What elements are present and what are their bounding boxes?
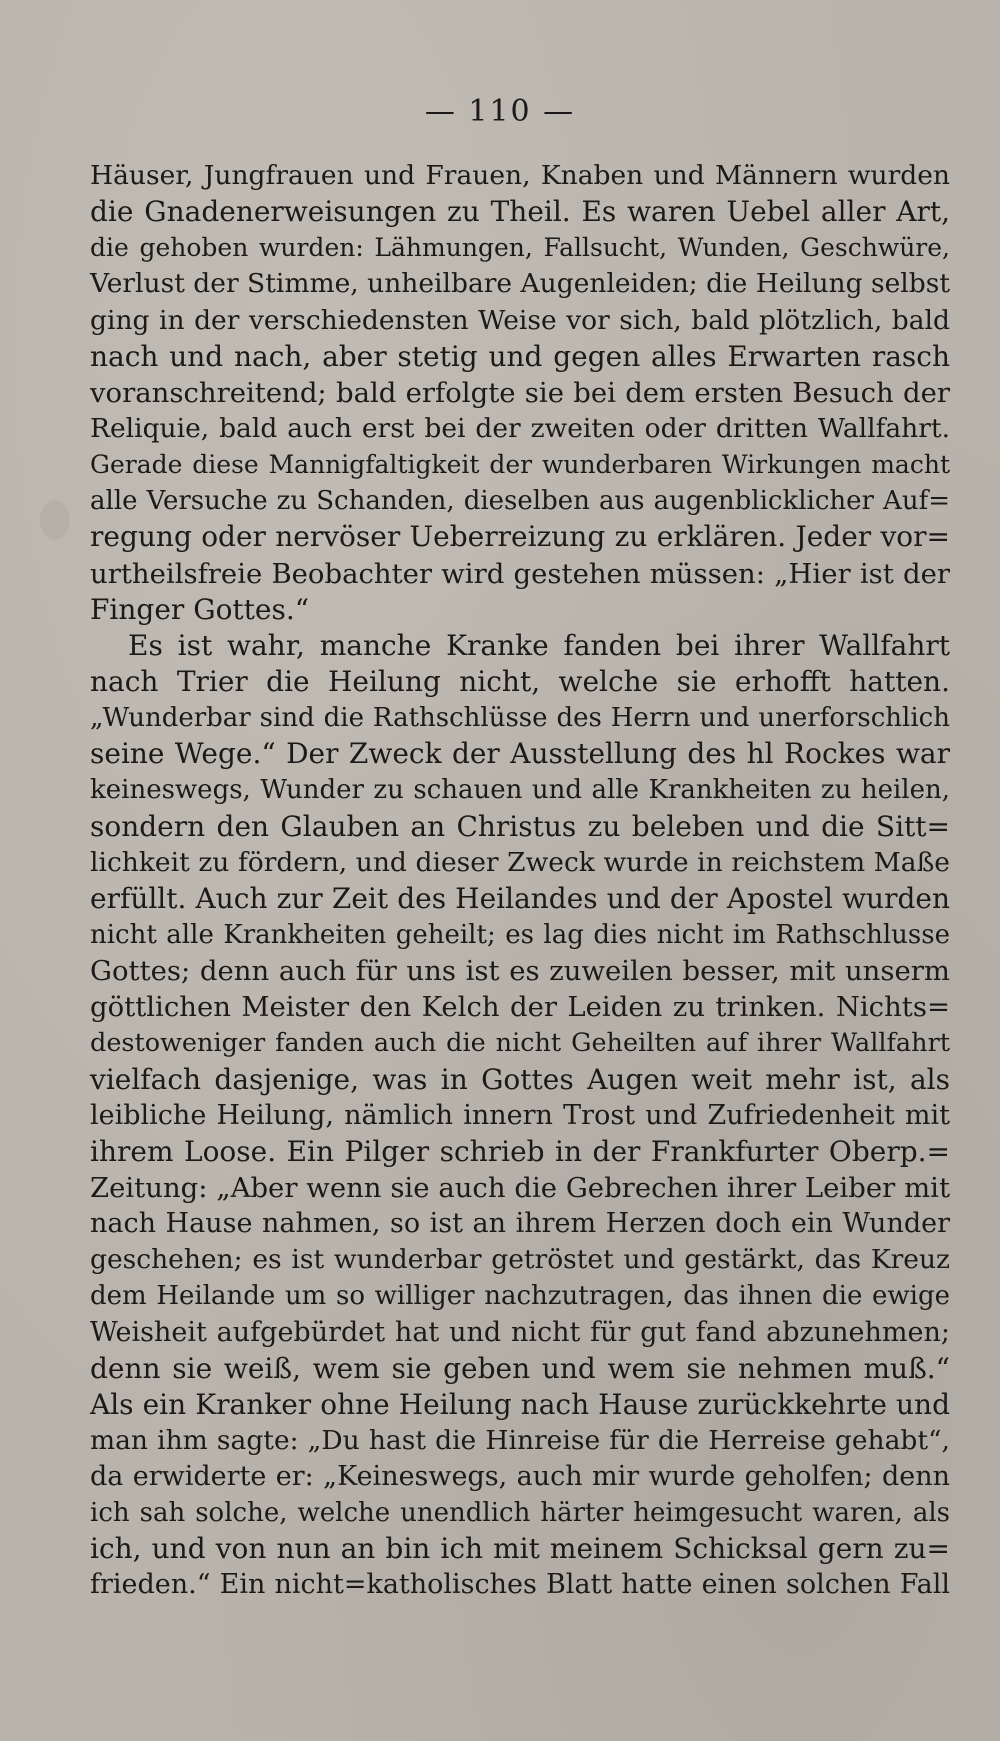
text-line: Zeitung: „Aber wenn sie auch die Gebrechen ihrer Leiber mit bbox=[90, 1171, 950, 1204]
text-line: keineswegs, Wunder zu schauen und alle Krankheiten zu heilen, bbox=[90, 775, 950, 806]
text-line: ich, und von nun an bin ich mit meinem Schicksal gern zu= bbox=[90, 1532, 950, 1566]
text-line: nicht alle Krankheiten geheilt; es lag dies nicht im Rathschlusse bbox=[90, 919, 950, 950]
text-line: Reliquie, bald auch erst bei der zweiten oder dritten Wallfahrt. bbox=[90, 412, 950, 444]
text-line: alle Versuche zu Schanden, dieselben aus augenblicklicher Auf= bbox=[90, 486, 950, 517]
text-line: Gottes; denn auch für uns ist es zuweilen besser, mit unserm bbox=[90, 955, 950, 988]
text-line: man ihm sagte: „Du hast die Hinreise für die Herreise gehabt“, bbox=[90, 1424, 950, 1456]
text-line: voranschreitend; bald erfolgte sie bei dem ersten Besuch der bbox=[90, 376, 950, 409]
text-line: destoweniger fanden auch die nicht Geheilten auf ihrer Wallfahrt bbox=[90, 1028, 950, 1059]
text-line: Gerade diese Mannigfaltigkeit der wunderbaren Wirkungen macht bbox=[90, 450, 950, 480]
text-line: leibliche Heilung, nämlich innern Trost und Zufriedenheit mit bbox=[90, 1099, 950, 1131]
text-line: dem Heilande um so williger nachzutragen, das ihnen die ewige bbox=[90, 1281, 950, 1312]
body-text bbox=[90, 158, 950, 1604]
text-line: die Gnadenerweisungen zu Theil. Es waren Uebel aller Art, bbox=[90, 195, 950, 229]
text-line: ihrem Loose. Ein Pilger schrieb in der Frankfurter Oberp.= bbox=[90, 1134, 950, 1168]
page-number: — 110 — bbox=[424, 94, 576, 129]
text-line: Häuser, Jungfrauen und Frauen, Knaben und Männern wurden bbox=[90, 160, 950, 191]
text-line: Als ein Kranker ohne Heilung nach Hause zurückkehrte und bbox=[90, 1387, 950, 1421]
text-line: seine Wege.“ Der Zweck der Ausstellung des hl Rockes war bbox=[90, 737, 950, 771]
text-line: göttlichen Meister den Kelch der Leiden zu trinken. Nichts= bbox=[90, 991, 950, 1024]
text-line: die gehoben wurden: Lähmungen, Fallsucht, Wunden, Geschwüre, bbox=[90, 233, 950, 263]
text-line: regung oder nervöser Ueberreizung zu erklären. Jeder vor= bbox=[90, 520, 950, 554]
text-line: da erwiderte er: „Keineswegs, auch mir wurde geholfen; denn bbox=[90, 1461, 950, 1493]
text-line: nach Hause nahmen, so ist an ihrem Herzen doch ein Wunder bbox=[90, 1208, 950, 1240]
text-line: ich sah solche, welche unendlich härter heimgesucht waren, als bbox=[90, 1498, 950, 1529]
text-line: ging in der verschiedensten Weise vor sich, bald plötzlich, bald bbox=[90, 304, 950, 336]
text-line: „Wunderbar sind die Rathschlüsse des Herrn und unerforschlich bbox=[90, 703, 950, 734]
text-line: urtheilsfreie Beobachter wird gestehen müssen: „Hier ist der bbox=[90, 557, 950, 590]
text-line: Es ist wahr, manche Kranke fanden bei ihrer Wallfahrt bbox=[128, 628, 950, 662]
text-line: sondern den Glauben an Christus zu beleben und die Sitt= bbox=[90, 809, 950, 843]
text-line: erfüllt. Auch zur Zeit des Heilandes und der Apostel wurden bbox=[90, 881, 950, 915]
text-line: nach und nach, aber stetig und gegen alles Erwarten rasch bbox=[90, 339, 950, 373]
text-line: vielfach dasjenige, was in Gottes Augen weit mehr ist, als bbox=[90, 1062, 950, 1096]
paper-stain bbox=[40, 500, 70, 540]
text-line: geschehen; es ist wunderbar getröstet und gestärkt, das Kreuz bbox=[90, 1244, 950, 1276]
text-line: Finger Gottes.“ bbox=[90, 592, 310, 626]
text-line: Verlust der Stimme, unheilbare Augenleiden; die Heilung selbst bbox=[90, 268, 950, 300]
text-line: denn sie weiß, wem sie geben und wem sie nehmen muß.“ bbox=[90, 1351, 950, 1385]
text-line: frieden.“ Ein nicht=katholisches Blatt hatte einen solchen Fall bbox=[90, 1569, 950, 1601]
text-line: nach Trier die Heilung nicht, welche sie erhofft hatten. bbox=[90, 664, 950, 698]
text-line: Weisheit aufgebürdet hat und nicht für gut fand abzunehmen; bbox=[90, 1316, 950, 1348]
text-line: lichkeit zu fördern, und dieser Zweck wurde in reichstem Maße bbox=[90, 846, 950, 878]
